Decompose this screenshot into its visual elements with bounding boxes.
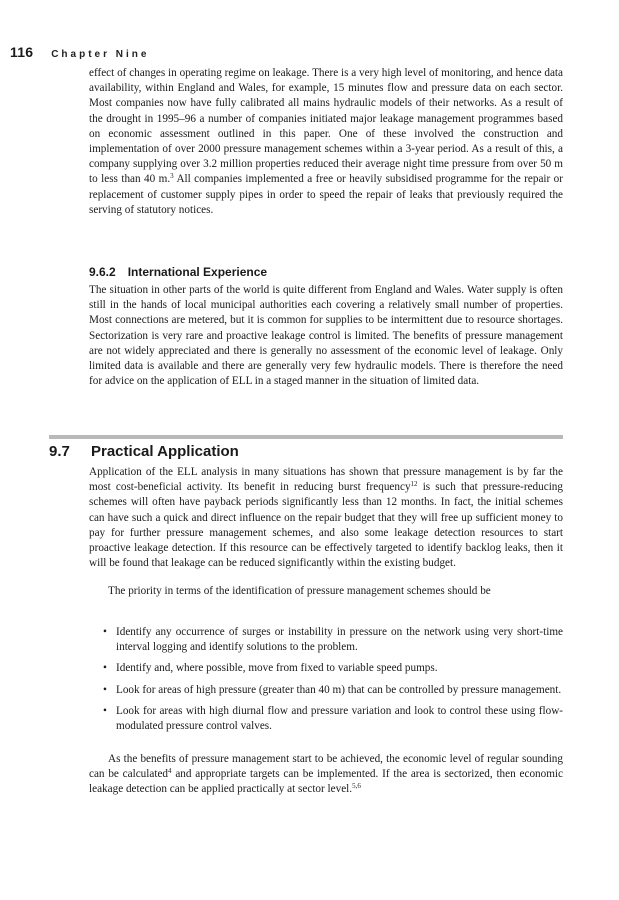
footnote-ref: 3 [170, 172, 174, 181]
list-item: • Look for areas of high pressure (greater than 40 m) that can be controlled by pressure management. [103, 683, 563, 698]
list-item: • Identify and, where possible, move from fixed to variable speed pumps. [103, 661, 563, 676]
bullet-icon: • [103, 662, 107, 675]
paragraph-sounding: As the benefits of pressure management start to be achieved, the economic level of regular sounding can be calculated$^4$ and appropriate targets can be implemented. If the area is sectorized, then economic leakage detection can be applied practically at sector level.$^{5,6}$ [89, 753, 563, 796]
section-title: Practical Application [91, 443, 239, 460]
footnote-ref: 5,6 [352, 782, 361, 791]
paragraph-international: The situation in other parts of the world is quite different from England and Wales. Water supply is often still in the hands of local municipal authorities each covering a relatively small number of properties. Most connections are metered, but it is common for supplies to be intermittent due to resource shortages. Sectorization is very rare and proactive leakage control is limited. The benefits of pressure management are not widely appreciated and there is generally no assessment of the economic level of leakage. Only limited data is available and there are generally very few hydraulic models. There is therefore the need for advice on the application of ELL in a staged manner in the situation of limited data. [89, 284, 563, 388]
page-number: 116 [10, 44, 34, 60]
list-item: • Look for areas with high diurnal flow and pressure variation and look to control these using flow-modulated pressure control valves. [103, 704, 563, 733]
section-number: 9.7 [49, 443, 70, 460]
footnote-ref: 4 [168, 767, 172, 776]
running-header [10, 44, 149, 64]
footnote-ref: 12 [410, 480, 418, 489]
paragraph-ell-analysis: Application of the ELL analysis in many situations has shown that pressure management is by far the most cost-beneficial activity. Its benefit in reducing burst frequency$^{12}$ is such that pressure-reducing schemes will often have payback periods significantly less than 12 months. In fact, the initial schemes can have such a quick and direct influence on the repair budget that they will free up sufficient money to pay for further pressure management schemes, and also some leakage detection resources to start proactive leakage detection. If this resource can be effectively targeted to identify backlog leaks, then it will be found that leakage can be reduced significantly within the existing budget. [89, 466, 563, 570]
bullet-list [103, 625, 563, 740]
paragraph-priority: The priority in terms of the identification of pressure management schemes should be [108, 585, 491, 597]
bullet-icon: • [103, 626, 107, 638]
bullet-icon: • [103, 683, 107, 696]
list-item: • Identify any occurrence of surges or instability in pressure on the network using very short-time interval logging and identify solutions to the problem. [103, 626, 563, 654]
chapter-title: Chapter Nine [51, 49, 150, 60]
bullet-icon: • [103, 704, 107, 717]
section-title: International Experience [127, 265, 268, 279]
section-heading-9-6-2 [89, 263, 563, 281]
paragraph-monitoring: effect of changes in operating regime on leakage. There is a very high level of monitoring, and hence data availability, within England and Wales, for example, 15 minutes flow and pressure data on each sector. Most companies now have fully calibrated all mains hydraulic models of their networks. As a result of the drought in 1995–96 a number of companies initiated major leakage management programmes based on economic assessment outlined in this paper. One of these involved the construction and implementation of over 2000 pressure management schemes within a 3-year period. As a result of this, a company supplying over 3.2 million properties reduced their average night time pressure from over 50 m to less than 40 m.$^3$ All companies implemented a free or heavily subsidised programme for the repair or replacement of customer supply pipes in order to speed the repair of leaks that previously required the serving of statutory notices. [89, 67, 563, 216]
section-number: 9.6.2 [89, 265, 116, 279]
section-heading-9-7 [49, 441, 239, 463]
section-divider [49, 435, 563, 439]
